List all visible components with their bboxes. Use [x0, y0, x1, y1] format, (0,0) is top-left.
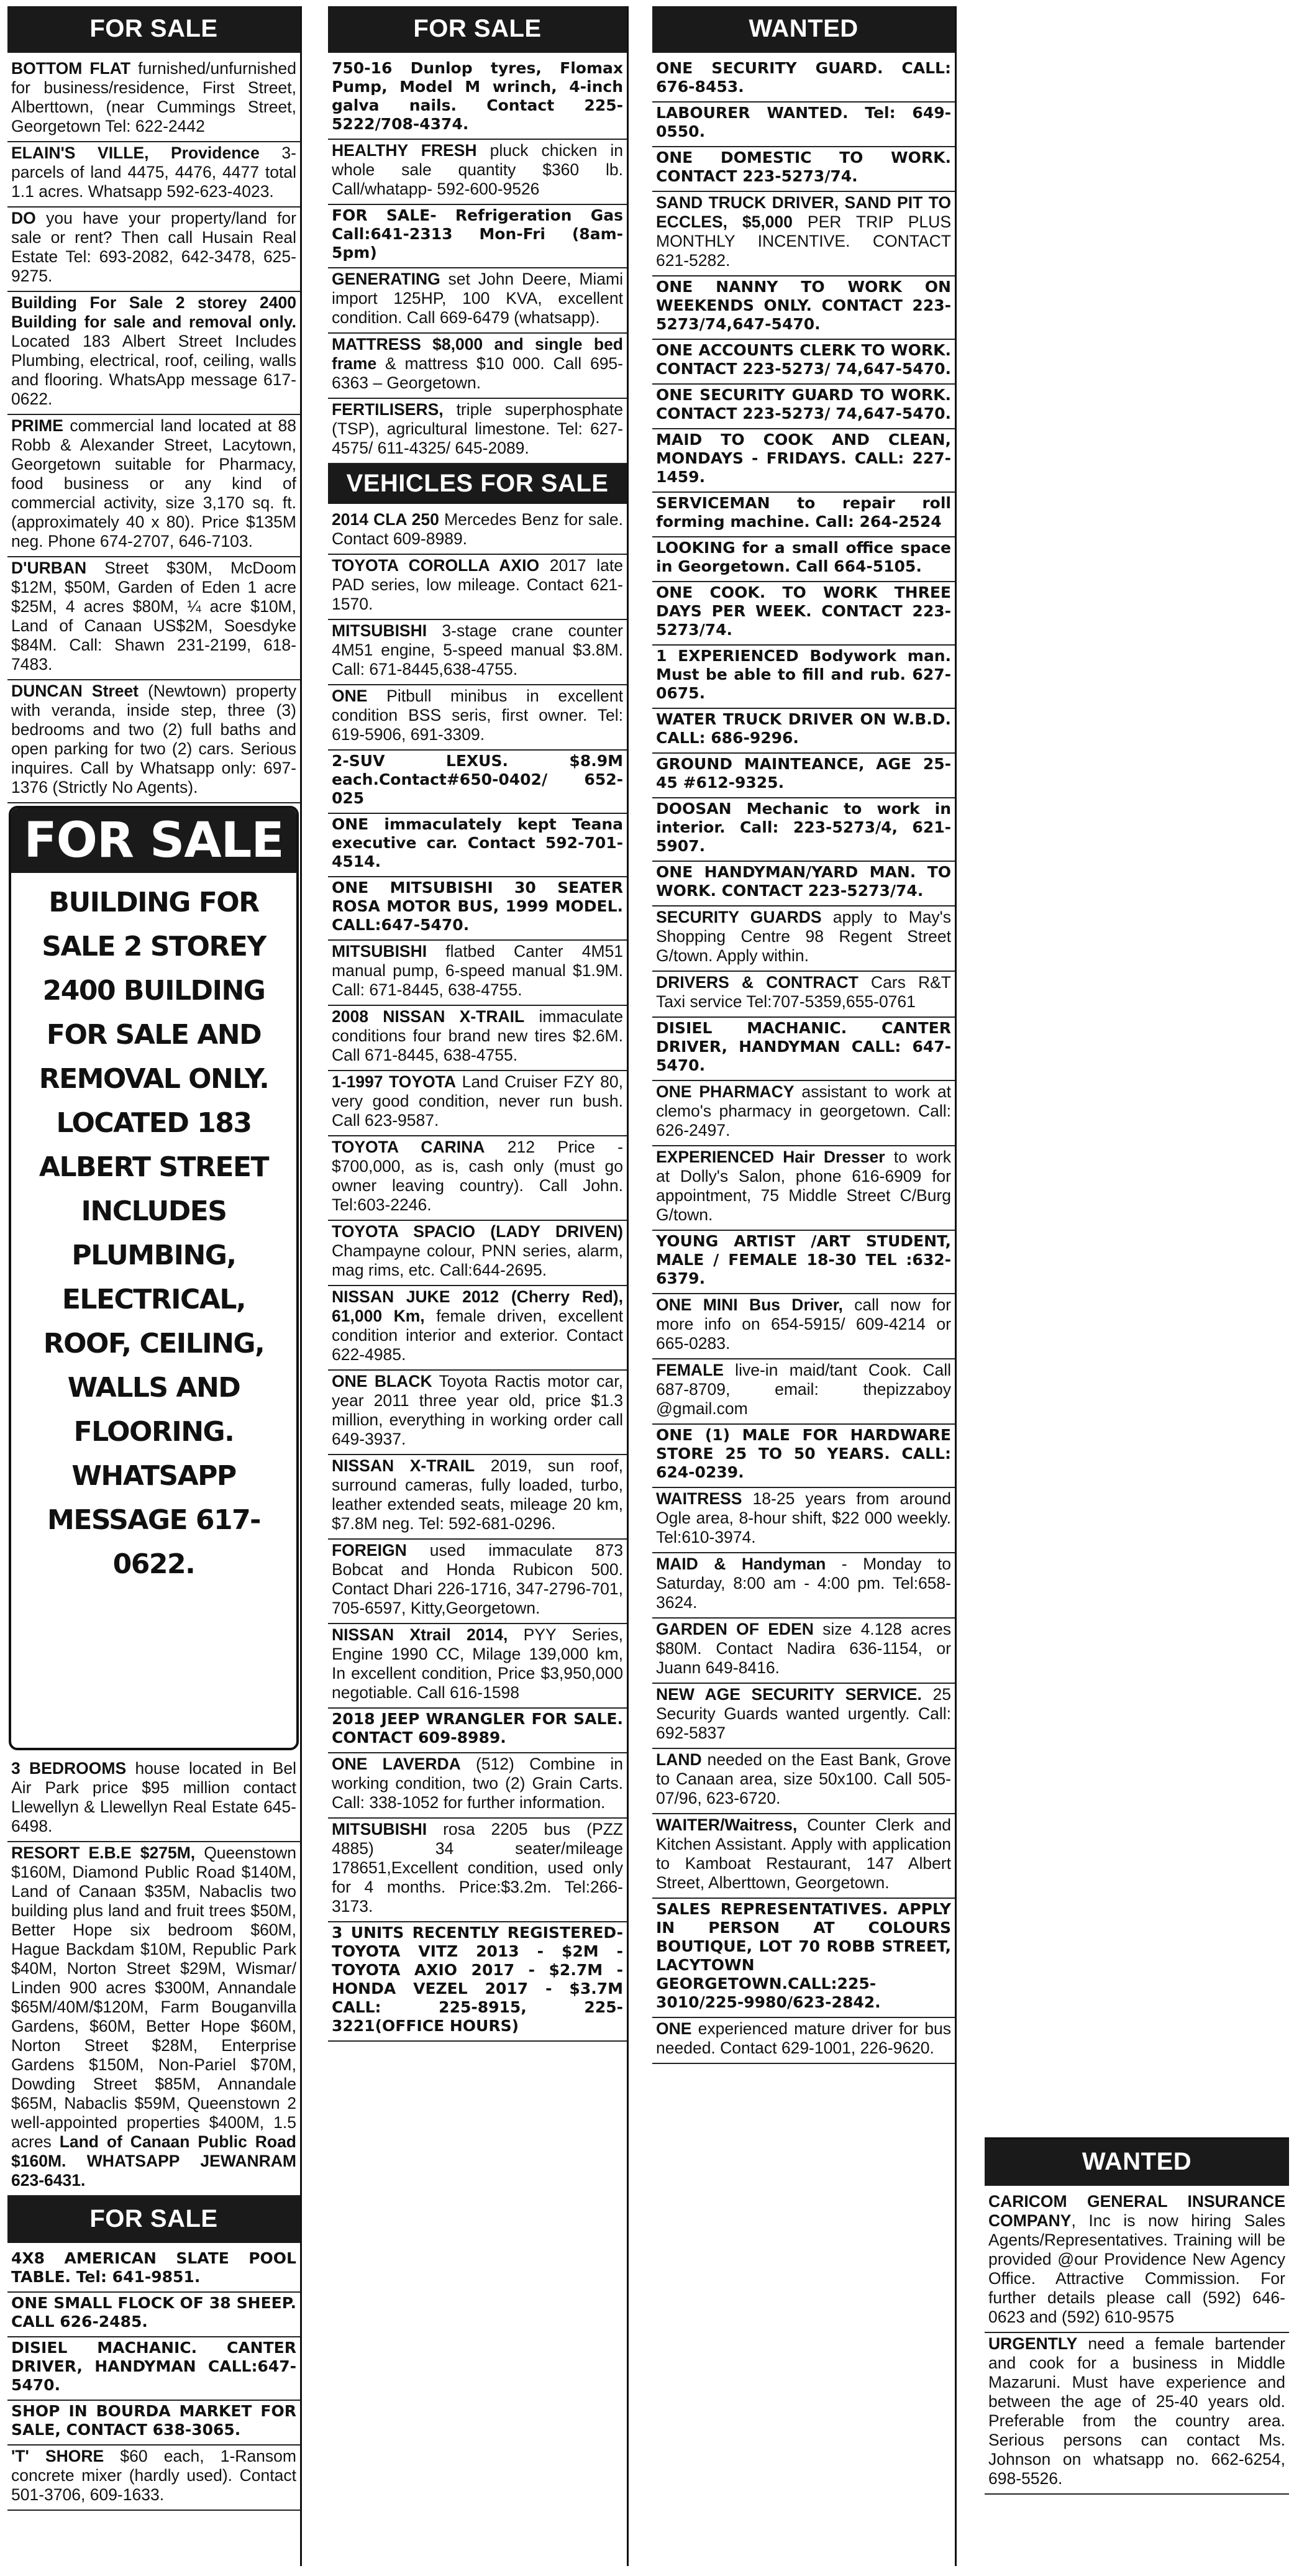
classified-ad [7, 2401, 300, 2446]
ad-text: call now for more info on 654-5915/ 609-4214 or 665-0283. [656, 1295, 951, 1353]
ad-text: PYY Series, Engine 1990 CC, Milage 139,000 km, In excellent condition, Price $3,950,000 negotiable. Call 616-1598 [332, 1625, 623, 1702]
ad-text: size 4.128 acres $80M. Contact Nadira 636-1154, or Juann 649-8416. [656, 1620, 951, 1677]
ad-text: 2-SUV LEXUS. $8.9M each.Contact#650-0402/ 652-025 [332, 752, 623, 807]
ad-text: 212 Price - $700,000, as is, cash only (must go owner leaving country). Call John. Tel:603-2246. [332, 1138, 623, 1214]
classified-ad [7, 1758, 300, 1842]
classified-ad [328, 1709, 627, 1753]
ad-text: rosa 2205 bus (PZZ 4885) 34 seater/mileage 178651,Excellent condition, used only for 4 months. Price:$3.2m. Tel:266-3173. [332, 1820, 623, 1916]
ad-text: Land Cruiser FZY 80, very good condition, never run bush. Call 623-9587. [332, 1072, 623, 1130]
ad-text: immaculate conditions four brand new tires $2.6M. Call 671-8445, 638-4755. [332, 1007, 623, 1064]
classified-ad [652, 537, 955, 582]
section-banner-vehicles-for-sale: VEHICLES FOR SALE [328, 464, 627, 504]
ad-lead: D'URBAN [11, 559, 87, 577]
ad-lead: CARICOM GENERAL INSURANCE COMPANY [988, 2192, 1285, 2230]
ad-text: SALES REPRESENTATIVES. APPLY IN PERSON AT COLOURS BOUTIQUE, LOT 70 ROBB STREET, LACYTOWN GEORGETOWN.CALL:225-3010/225-9980/623-2842. [656, 1900, 951, 2011]
classified-ad [652, 493, 955, 537]
classified-ad [652, 192, 955, 276]
ad-lead: SAND TRUCK DRIVER, SAND PIT TO ECCLES, $5,000 [656, 193, 951, 231]
ad-lead: 'T' SHORE [11, 2447, 104, 2465]
ad-text: assistant to work at clemo's pharmacy in georgetown. Call: 626-2497. [656, 1082, 951, 1140]
classified-ad [652, 646, 955, 709]
classified-ad [652, 385, 955, 429]
ad-text: 2019, sun roof, surround cameras, fully loaded, turbo, leather extended seats, mileage 20 km, $7.8M neg. Tel: 592-681-0296. [332, 1456, 624, 1533]
classified-ad [652, 1294, 955, 1359]
ad-list [985, 2191, 1289, 2495]
classified-ad [652, 1814, 955, 1899]
ad-text: SHOP IN BOURDA MARKET FOR SALE, CONTACT 638-3065. [11, 2402, 296, 2439]
ad-text: WATER TRUCK DRIVER ON W.B.D. CALL: 686-9296. [656, 710, 951, 747]
ad-text: LOOKING for a small office space in Georgetown. Call 664-5105. [656, 539, 951, 575]
ad-lead: ELAIN'S VILLE, Providence [11, 144, 260, 162]
classified-ad [652, 862, 955, 907]
ad-text: ONE immaculately kept Teana executive car. Contact 592-701-4514. [332, 815, 623, 870]
ad-text: Counter Clerk and Kitchen Assistant. Apply with application to Kamboat Restaurant, 147 Albert Street, Alberttown, Georgetown. [656, 1816, 951, 1892]
ad-lead: RESORT E.B.E $275M, [11, 1843, 196, 1862]
classified-ad [985, 2191, 1289, 2333]
ad-lead: 1-1997 TOYOTA [332, 1072, 457, 1091]
classified-ad [652, 1146, 955, 1231]
classified-ad [328, 399, 627, 464]
ad-lead: TOYOTA COROLLA AXIO [332, 556, 540, 575]
classified-ad [652, 798, 955, 862]
classified-ad [652, 1081, 955, 1146]
ad-lead: FEMALE [656, 1361, 724, 1379]
ad-text: used immaculate 873 Bobcat and Honda Rubicon 500. Contact Dhari 226-1716, 347-2796-701, 705-6597, Kitty,Georgetown. [332, 1541, 623, 1617]
ad-lead: TOYOTA SPACIO (LADY DRIVEN) [332, 1222, 623, 1241]
ad-lead: 2008 NISSAN X-TRAIL [332, 1007, 525, 1026]
classified-ad [652, 1359, 955, 1425]
ad-lead: ONE PHARMACY [656, 1082, 795, 1101]
classified-ad [652, 276, 955, 340]
classified-ad [328, 877, 627, 941]
ad-text: 3-parcels of land 4475, 4476, 4477 total 1.1 acres. Whatsapp 592-623-4023. [11, 144, 296, 201]
ad-lead: 2014 CLA 250 [332, 510, 439, 529]
classified-ad [328, 509, 627, 555]
ad-text: pluck chicken in whole sale quantity $360 lb. Call/whatapp- 592-600-9526 [332, 141, 623, 198]
section-banner-wanted-2: WANTED [985, 2139, 1289, 2186]
display-ad-building [9, 806, 299, 1750]
classified-ad [652, 147, 955, 192]
ad-text: DOOSAN Mechanic to work in interior. Call: 223-5273/4, 621-5907. [656, 800, 951, 855]
ad-list [328, 58, 627, 464]
ad-lead: NISSAN JUKE 2012 (Cherry Red), 61,000 Km, [332, 1287, 623, 1325]
ad-text: GROUND MAINTEANCE, AGE 25-45 #612-9325. [656, 755, 951, 792]
ad-lead: BOTTOM FLAT [11, 59, 131, 78]
ad-text: 2018 JEEP WRANGLER FOR SALE. CONTACT 609-8989. [332, 1710, 623, 1747]
ad-lead: TOYOTA CARINA [332, 1138, 485, 1156]
ad-text: 3-stage crane counter 4M51 engine, 5-speed manual $3.8M. Call: 671-8445,638-4755. [332, 621, 623, 678]
ad-text: Street $30M, McDoom $12M, $50M, Garden of Eden 1 acre $25M, 4 acres $80M, ¼ acre $10M, Land of Canaan US$2M, Soesdyke $84M. Call: Shawn 231-2199, 618-7483. [11, 559, 296, 674]
ad-lead: WAITRESS [656, 1489, 742, 1508]
classified-ad [328, 1221, 627, 1286]
ad-text: apply to May's Shopping Centre 98 Regent Street G/town. Apply within. [656, 908, 951, 965]
classified-ad [328, 1286, 627, 1371]
ad-text: MAID TO COOK AND CLEAN, MONDAYS - FRIDAYS. CALL: 227-1459. [656, 431, 951, 486]
ad-list [328, 509, 627, 2042]
ad-lead: MITSUBISHI [332, 621, 427, 640]
column-4 [985, 2137, 1289, 2566]
ad-lead: DUNCAN Street [11, 682, 139, 700]
classified-ad [328, 1819, 627, 1922]
ad-lead: 3 BEDROOMS [11, 1759, 127, 1778]
ad-text: Champayne colour, PNN series, alarm, mag rims, etc. Call:644-2695. [332, 1241, 623, 1279]
ad-lead: GARDEN OF EDEN [656, 1620, 814, 1638]
ad-text: ONE SECURITY GUARD TO WORK. CONTACT 223-5273/ 74,647-5470. [656, 386, 951, 422]
section-banner-for-sale-2: FOR SALE [7, 2196, 300, 2243]
classified-ad [652, 1619, 955, 1684]
ad-text: need a female bartender and cook for a business in Middle Mazaruni. Must have experience and between the age of 25-40 years old. Preferable from the country area. Serious persons can contact Ms. Johnson on whatsapp no. 662-6254, 698-5526. [988, 2334, 1285, 2488]
classified-ad [328, 555, 627, 620]
ad-lead: GENERATING [332, 270, 440, 288]
ad-text: furnished/unfurnished for business/residence, First Street, Alberttown, (near Cummings Street, Georgetown Tel: 622-2442 [11, 59, 296, 135]
ad-text: ONE SMALL FLOCK OF 38 SHEEP. CALL 626-2485. [11, 2294, 296, 2331]
ad-text: 4X8 AMERICAN SLATE POOL TABLE. Tel: 641-9851. [11, 2249, 296, 2286]
ad-text: Mercedes Benz for sale. Contact 609-8989. [332, 510, 624, 548]
section-banner-for-sale: FOR SALE [7, 6, 300, 53]
classified-ad [328, 1006, 627, 1071]
classified-ad [652, 429, 955, 493]
ad-lead: FERTILISERS, [332, 400, 444, 419]
ad-lead: HEALTHY FRESH [332, 141, 477, 160]
classified-ad [7, 557, 300, 680]
ad-text: Cars R&T Taxi service Tel:707-5359,655-0761 [656, 973, 951, 1011]
classified-ad [328, 1753, 627, 1819]
ad-lead: PRIME [11, 416, 63, 435]
ad-lead: DRIVERS & CONTRACT [656, 973, 859, 992]
ad-text: Queenstown $160M, Diamond Public Road $140M, Land of Canaan $35M, Nabaclis two building plus land and fruit trees $50M, Better Hope six bedroom $60M, Hague Backdam $10M, Republic Park $40M, Norton Street $29M, Wismar/ Linden 900 acres $300M, Annandale $65M/40M/$120M, Farm Bouganvilla Gardens, $60M, Better Hope $60M, Norton Street $28M, Enterprise Gardens $150M, Non-Pariel $70M, Dowding Street $85M, Annandale $65M, Nabaclis $59M, Queenstown 2 well-appointed properties $400M, 1.5 acres [11, 1843, 296, 2151]
classified-ad [7, 292, 300, 415]
classified-ad [7, 415, 300, 557]
ad-text: you have your property/land for sale or rent? Then call Husain Real Estate Tel: 693-2082, 642-3478, 625-9275. [11, 209, 296, 285]
classified-ad [328, 140, 627, 205]
ad-text: 18-25 years from around Ogle area, 8-hour shift, $22 000 weekly. Tel:610-3974. [656, 1489, 951, 1546]
classified-ad [652, 1684, 955, 1749]
ad-lead: ONE LAVERDA [332, 1755, 461, 1773]
classified-ad [7, 208, 300, 292]
ad-list [7, 58, 300, 803]
classified-ad [652, 2018, 955, 2064]
ad-text: ONE HANDYMAN/YARD MAN. TO WORK. CONTACT 223-5273/74. [656, 863, 951, 900]
ad-list [652, 58, 955, 2064]
ad-text: Located 183 Albert Street Includes Plumbing, electrical, roof, ceiling, walls and flooring. WhatsApp message 617-0622. [11, 332, 296, 408]
ad-lead: SECURITY GUARDS [656, 908, 822, 926]
ad-lead: Building For Sale 2 storey 2400 Building for sale and removal only. [11, 293, 296, 331]
ad-text: (512) Combine in working condition, two (2) Grain Carts. Call: 338-1052 for further information. [332, 1755, 623, 1812]
classified-ad [652, 1488, 955, 1553]
classified-ad [328, 1136, 627, 1221]
classified-ad [652, 1018, 955, 1081]
ad-text: Pitbull minibus in excellent condition BSS seris, first owner. Tel: 619-5906, 691-3309. [332, 687, 623, 744]
classified-ad [328, 268, 627, 334]
classified-ad [7, 2337, 300, 2401]
ad-text: set John Deere, Miami import 125HP, 100 KVA, excellent condition. Call 669-6479 (whatsapp). [332, 270, 623, 327]
ad-tail: Land of Canaan Public Road $160M. WHATSAPP JEWANRAM 623-6431. [11, 2132, 296, 2190]
ad-lead: DO [11, 209, 36, 227]
classified-ad [652, 1425, 955, 1488]
classified-ad [7, 2293, 300, 2337]
ad-text: , Inc is now hiring Sales Agents/Representatives. Training will be provided @our Providence New Agency Office. Attractive Commission. For further details please call (592) 646-0623 and (592) 610-9575 [988, 2211, 1285, 2326]
classified-ad [652, 103, 955, 147]
ad-text: ONE ACCOUNTS CLERK TO WORK. CONTACT 223-5273/ 74,647-5470. [656, 341, 951, 378]
ad-text: experienced mature driver for bus needed. Contact 629-1001, 226-9620. [656, 2019, 951, 2057]
classified-ad [652, 58, 955, 103]
column-2 [328, 6, 629, 2566]
ad-text: ONE MITSUBISHI 30 SEATER ROSA MOTOR BUS, 1999 MODEL. CALL:647-5470. [332, 879, 623, 934]
ad-text: ONE SECURITY GUARD. CALL: 676-8453. [656, 59, 951, 96]
classified-ad [328, 1922, 627, 2042]
classified-ad [652, 1899, 955, 2018]
classified-ad [652, 972, 955, 1018]
classified-ad [652, 1749, 955, 1814]
classified-ad [328, 814, 627, 877]
ad-lead: EXPERIENCED Hair Dresser [656, 1148, 885, 1166]
ad-text: Toyota Ractis motor car, year 2011 three year old, price $1.3 million, everything in working order call 649-3937. [332, 1372, 623, 1448]
ad-text: to work at Dolly's Salon, phone 616-6909 for appointment, 75 Middle Street C/Burg G/town. [656, 1148, 951, 1224]
ad-text: triple superphosphate (TSP), agricultural limestone. Tel: 627-4575/ 611-4325/ 645-2089. [332, 400, 623, 457]
ad-text: YOUNG ARTIST /ART STUDENT, MALE / FEMALE 18-30 TEL :632-6379. [656, 1232, 951, 1287]
ad-lead: URGENTLY [988, 2334, 1078, 2353]
classified-ad [328, 941, 627, 1006]
classified-ad [7, 2248, 300, 2293]
display-ad-body: BUILDING FOR SALE 2 STOREY 2400 BUILDING FOR SALE AND REMOVAL ONLY. LOCATED 183 ALBERT STREET INCLUDES PLUMBING, ELECTRICAL, ROOF, CEILING, WALLS AND FLOORING. WHATSAPP MESSAGE 617-0622. [39, 887, 269, 1580]
ad-text: commercial land located at 88 Robb & Alexander Street, Lacytown, Georgetown suitable for Pharmacy, food business or any kind of commercial activity, size 3,170 sq. ft. (approximately 40 x 80). Price $135M neg. Phone 674-2707, 646-7103. [11, 416, 296, 550]
ad-text: 2017 late PAD series, low mileage. Contact 621-1570. [332, 556, 624, 613]
classified-ad [328, 205, 627, 268]
ad-text: $60 each, 1-Ransom concrete mixer (hardly used). Contact 501-3706, 609-1633. [11, 2447, 296, 2504]
ad-lead: MATTRESS $8,000 and single bed frame [332, 335, 623, 373]
ad-lead: ONE [332, 687, 368, 705]
ad-list [7, 1758, 300, 2196]
display-ad-heading: FOR SALE [11, 808, 296, 873]
classified-ad [7, 2446, 300, 2511]
ad-text: SERVICEMAN to repair roll forming machine. Call: 264-2524 [656, 494, 951, 531]
classified-ad [985, 2333, 1289, 2495]
classified-ad [328, 1455, 627, 1540]
ad-text: FOR SALE- Refrigeration Gas Call:641-2313 Mon-Fri (8am-5pm) [332, 206, 623, 262]
classified-ad [7, 142, 300, 208]
ad-text: LABOURER WANTED. Tel: 649-0550. [656, 104, 951, 140]
column-1 [7, 6, 302, 2566]
classified-ad [328, 1371, 627, 1455]
ad-lead: ONE [656, 2019, 692, 2038]
classified-ad [7, 58, 300, 142]
classified-ad [652, 1231, 955, 1294]
classified-ad [328, 620, 627, 685]
ad-list [7, 2248, 300, 2511]
ad-text: house located in Bel Air Park price $95 million contact Llewellyn & Llewellyn Real Estate 645-6498. [11, 1759, 296, 1835]
classified-ad [328, 334, 627, 399]
classified-ad [652, 907, 955, 972]
ad-text: female driven, excellent condition interior and exterior. Contact 622-4985. [332, 1307, 623, 1364]
ad-lead: NISSAN X-TRAIL [332, 1456, 475, 1475]
ad-text: DISIEL MACHANIC. CANTER DRIVER, HANDYMAN CALL:647-5470. [11, 2339, 296, 2394]
classified-ad [652, 1553, 955, 1619]
classified-ad [7, 680, 300, 803]
ad-text: needed on the East Bank, Grove to Canaan area, size 50x100. Call 505-07/96, 623-6720. [656, 1750, 951, 1807]
classified-ad [328, 1540, 627, 1624]
classified-ad [328, 1624, 627, 1709]
ad-text: flatbed Canter 4M51 manual pump, 6-speed manual $1.9M. Call: 671-8445, 638-4755. [332, 942, 623, 999]
ad-lead: MAID & Handyman [656, 1555, 826, 1573]
column-3 [652, 6, 957, 2566]
ad-text: ONE NANNY TO WORK ON WEEKENDS ONLY. CONTACT 223-5273/74,647-5470. [656, 278, 951, 333]
classified-ad [7, 1842, 300, 2196]
ad-lead: MITSUBISHI [332, 942, 427, 961]
ad-lead: LAND [656, 1750, 702, 1769]
ad-text: DISIEL MACHANIC. CANTER DRIVER, HANDYMAN CALL: 647-5470. [656, 1019, 951, 1074]
classified-ad [652, 709, 955, 754]
ad-text: ONE COOK. TO WORK THREE DAYS PER WEEK. CONTACT 223-5273/74. [656, 583, 951, 639]
ad-lead: ONE BLACK [332, 1372, 432, 1391]
ad-lead: FOREIGN [332, 1541, 407, 1560]
classified-ad [652, 582, 955, 646]
ad-text: 3 UNITS RECENTLY REGISTERED- TOYOTA VITZ 2013 - $2M - TOYOTA AXIO 2017 - $2.7M - HONDA VEZEL 2017 - $3.7M CALL: 225-8915, 225-3221(OFFICE HOURS) [332, 1924, 623, 2035]
ad-lead: MITSUBISHI [332, 1820, 427, 1838]
section-banner-for-sale: FOR SALE [328, 6, 627, 53]
ad-text: ONE DOMESTIC TO WORK. CONTACT 223-5273/74. [656, 148, 951, 185]
ad-text: 750-16 Dunlop tyres, Flomax Pump, Model M wrinch, 4-inch galva nails. Contact 225-5222/708-4374. [332, 59, 623, 133]
ad-text: 1 EXPERIENCED Bodywork man. Must be able to fill and rub. 627-0675. [656, 647, 951, 702]
ad-text: ONE (1) MALE FOR HARDWARE STORE 25 TO 50 YEARS. CALL: 624-0239. [656, 1426, 951, 1481]
section-banner-wanted: WANTED [652, 6, 955, 53]
classified-ad [652, 340, 955, 385]
classified-ad [328, 751, 627, 814]
classified-ad [328, 58, 627, 140]
ad-lead: ONE MINI Bus Driver, [656, 1295, 843, 1314]
classified-ad [652, 754, 955, 798]
ad-text: - Monday to Saturday, 8:00 am - 4:00 pm. Tel:658-3624. [656, 1555, 951, 1612]
ad-lead: NEW AGE SECURITY SERVICE. [656, 1685, 922, 1704]
classified-ad [328, 1071, 627, 1136]
classified-ad [328, 685, 627, 751]
ad-lead: NISSAN Xtrail 2014, [332, 1625, 508, 1644]
ad-text: (Newtown) property with veranda, inside step, three (3) bedrooms and two (2) full baths and open parking for two (2) cars. Serious inquires. Call by Whatsapp only: 697-1376 (Strictly No Agents). [11, 682, 296, 797]
ad-text: 25 Security Guards wanted urgently. Call: 692-5837 [656, 1685, 951, 1742]
ad-text: & mattress $10 000. Call 695-6363 – Georgetown. [332, 354, 623, 392]
ad-text: live-in maid/tant Cook. Call 687-8709, email: thepizzaboy @gmail.com [656, 1361, 951, 1418]
ad-text: PER TRIP PLUS MONTHLY INCENTIVE. CONTACT 621-5282. [656, 212, 951, 270]
ad-lead: WAITER/Waitress, [656, 1816, 798, 1834]
